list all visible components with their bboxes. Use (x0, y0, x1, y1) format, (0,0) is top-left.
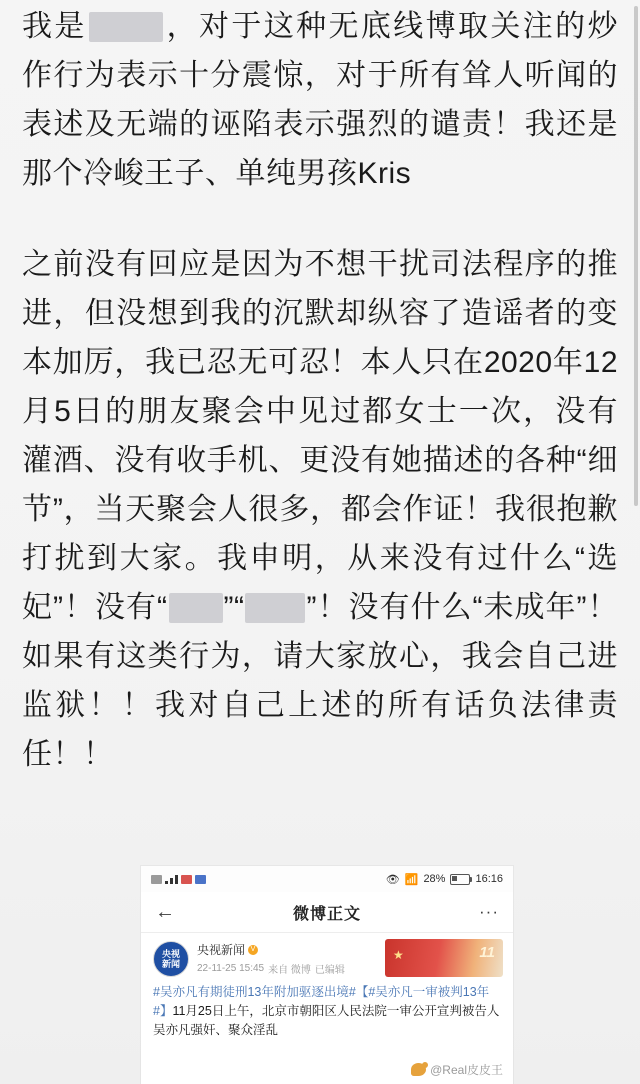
sim-card-icon (151, 875, 162, 884)
redaction-block (89, 12, 163, 42)
promo-banner[interactable] (385, 939, 503, 977)
verified-badge-icon: V (248, 945, 258, 955)
avatar[interactable] (153, 941, 189, 977)
bluetooth-icon: 📶 (404, 873, 419, 886)
notification-icon (181, 875, 192, 884)
post-body-text: 11月25日上午，北京市朝阳区人民法院一审公开宣判被告人吴亦凡强奸、聚众淫乱 (153, 1004, 500, 1037)
battery-percent-label: 28% (423, 873, 446, 885)
post-source[interactable]: 来自 微博 (268, 965, 311, 976)
avatar-line-1: 央视 (161, 949, 180, 959)
post-body (141, 979, 513, 1040)
eye-comfort-icon: 👁 (385, 873, 400, 886)
app-icon (195, 875, 206, 884)
paragraph-2-segment-1: 之前没有回应是因为不想干扰司法程序的推进，但没想到我的沉默却纵容了造谣者的变本加厉，我已忍无可忍！本人只在2020年12月5日的朋友聚会中见过都女士一次，没有灌酒、没有收手机、更没有她描述的各种“细节”，当天聚会人很多，都会作证！我很抱歉打扰到大家。我申明，从来没有过什么“选妃”！没有“ (22, 248, 618, 624)
post-edited-label: 已编辑 (314, 965, 345, 976)
paragraph-2 (22, 240, 618, 779)
paragraph-1-after: ，对于这种无底线博取关注的炒作行为表示十分震惊，对于所有耸人听闻的表述及无端的诬陷表示强烈的谴责！我还是那个冷峻王子、单纯男孩Kris (22, 10, 618, 190)
hashtag-link-1[interactable]: #吴亦凡有期徒刑13年附加驱逐出境# (153, 985, 356, 999)
clock-label: 16:16 (475, 873, 503, 885)
weibo-logo-icon (411, 1063, 426, 1076)
redaction-block (169, 593, 223, 623)
post-meta (197, 941, 345, 976)
back-arrow-icon[interactable]: ← (155, 900, 175, 923)
status-left-group (151, 874, 206, 884)
embedded-phone-screenshot (141, 866, 513, 1084)
post-time-row (197, 961, 345, 976)
redaction-block (245, 593, 305, 623)
hashtag-link-2[interactable]: 【#吴亦凡一审被判13年#】 (153, 985, 490, 1018)
banner-number: 11 (479, 944, 495, 961)
post-header (141, 933, 513, 979)
watermark-handle: @Real皮皮王 (430, 1063, 503, 1077)
status-bar (141, 866, 513, 892)
paragraph-2-segment-2: ”“ (223, 591, 245, 624)
post-timestamp: 22-11-25 15:45 (197, 963, 265, 974)
weibo-statement-text (22, 0, 618, 821)
battery-icon (450, 874, 470, 885)
nav-bar (141, 892, 513, 933)
paragraph-1 (22, 2, 618, 198)
star-icon: ★ (393, 948, 404, 962)
more-dots-icon[interactable]: ··· (479, 902, 499, 921)
scrollbar[interactable] (634, 6, 638, 506)
page-title: 微博正文 (292, 905, 361, 923)
paragraph-2-segment-3: ”！没有什么“未成年”！如果有这类行为，请大家放心，我会自己进监狱！！我对自己上述的所有话负法律责任！！ (22, 591, 618, 771)
avatar-line-2: 新闻 (161, 959, 180, 969)
watermark (411, 1061, 503, 1078)
post-author-name: 央视新闻 (197, 943, 246, 957)
signal-bars-icon (165, 874, 178, 884)
post-author-row[interactable] (197, 941, 345, 958)
paragraph-1-before: 我是 (22, 10, 87, 43)
status-right-group (386, 873, 503, 886)
